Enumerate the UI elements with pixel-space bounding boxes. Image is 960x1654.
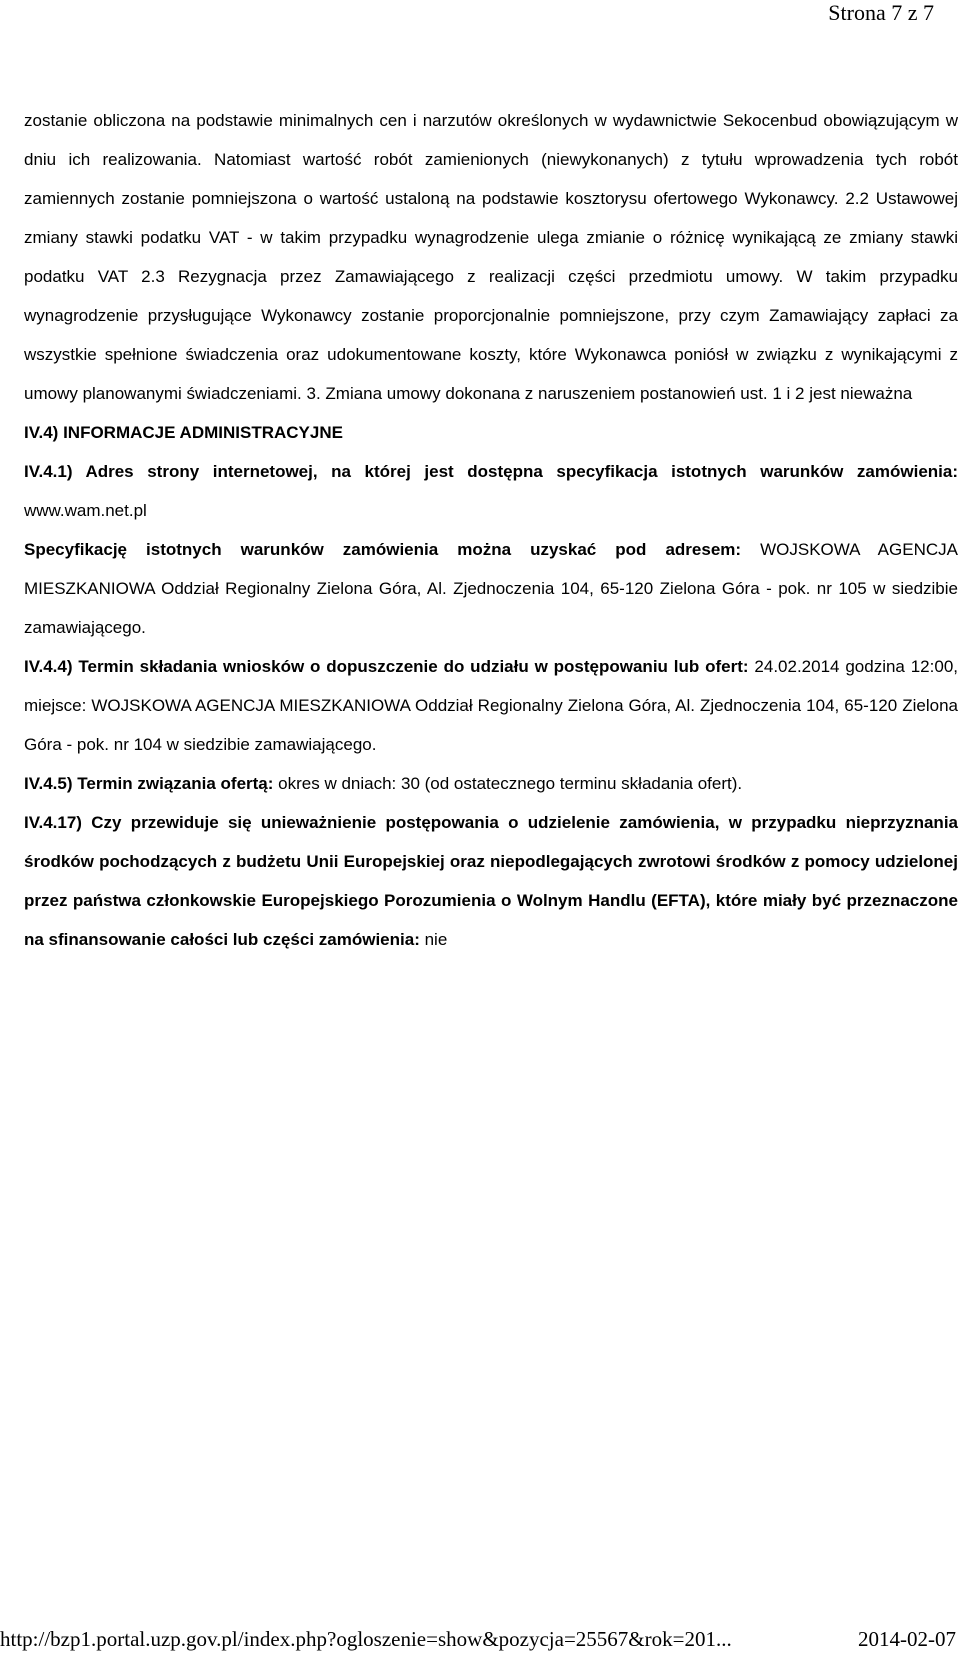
eu-funds-paragraph bbox=[24, 803, 958, 959]
intro-paragraph: zostanie obliczona na podstawie minimalnych cen i narzutów określonych w wydawnictwie Sekocenbud obowiązującym w dniu ich realizowania. Natomiast wartość robót zamienionych (niewykonanych) z tytułu wprowadzenia tych robót zamiennych zostanie pomniejszona o wartość ustaloną na podstawie kosztorysu ofertowego Wykonawcy. 2.2 Ustawowej zmiany stawki podatku VAT - w takim przypadku wynagrodzenie ulega zmianie o różnicę wynikającą ze zmiany stawki podatku VAT 2.3 Rezygnacja przez Zamawiającego z realizacji części przedmiotu umowy. W takim przypadku wynagrodzenie przysługujące Wykonawcy zostanie proporcjonalnie pomniejszone, przy czym Zamawiający zapłaci za wszystkie spełnione świadczenia oraz udokumentowane koszty, które Wykonawca poniósł w związku z wynikającymi z umowy planowanymi świadczeniami. 3. Zmiana umowy dokonana z naruszeniem postanowień ust. 1 i 2 jest nieważna bbox=[24, 111, 958, 403]
binding-paragraph bbox=[24, 764, 958, 803]
footer-date: 2014-02-07 bbox=[858, 1627, 956, 1651]
website-value: www.wam.net.pl bbox=[24, 501, 147, 520]
website-label: IV.4.1) Adres strony internetowej, na której jest dostępna specyfikacja istotnych warunków zamówienia: bbox=[24, 462, 958, 481]
footer-url: http://bzp1.portal.uzp.gov.pl/index.php?ogloszenie=show&pozycja=25567&rok=201... bbox=[0, 1627, 732, 1651]
eu-funds-label: IV.4.17) Czy przewiduje się unieważnienie postępowania o udzielenie zamówienia, w przypadku nieprzyznania środków pochodzących z budżetu Unii Europejskiej oraz niepodlegających zwrotowi środków z pomocy udzielonej przez państwa członkowskie Europejskiego Porozumienia o Wolnym Handlu (EFTA), które miały być przeznaczone na sfinansowanie całości lub części zamówienia: bbox=[24, 813, 958, 949]
deadline-label: IV.4.4) Termin składania wniosków o dopuszczenie do udziału w postępowaniu lub ofert: bbox=[24, 657, 749, 676]
page-footer bbox=[0, 1625, 960, 1654]
binding-value: okres w dniach: 30 (od ostatecznego terminu składania ofert). bbox=[278, 774, 743, 793]
deadline-paragraph bbox=[24, 647, 958, 764]
spec-value: WOJSKOWA AGENCJA MIESZKANIOWA Oddział Regionalny Zielona Góra, Al. Zjednoczenia 104, 65-120 Zielona Góra - pok. nr 105 w siedzibie zamawiającego. bbox=[24, 540, 958, 637]
page-number: Strona 7 z 7 bbox=[828, 0, 934, 25]
section-heading bbox=[24, 413, 958, 452]
spec-paragraph bbox=[24, 530, 958, 647]
eu-funds-value: nie bbox=[424, 930, 448, 949]
deadline-value: 24.02.2014 godzina 12:00, miejsce: WOJSKOWA AGENCJA MIESZKANIOWA Oddział Regionalny Zielona Góra, Al. Zjednoczenia 104, 65-120 Zielona Góra - pok. nr 104 w siedzibie zamawiającego. bbox=[24, 657, 958, 754]
website-paragraph bbox=[24, 452, 958, 530]
spec-label: Specyfikację istotnych warunków zamówienia można uzyskać pod adresem: bbox=[24, 540, 742, 559]
document-body bbox=[24, 101, 958, 959]
section-heading-text: IV.4) INFORMACJE ADMINISTRACYJNE bbox=[24, 423, 343, 442]
binding-label: IV.4.5) Termin związania ofertą: bbox=[24, 774, 274, 793]
